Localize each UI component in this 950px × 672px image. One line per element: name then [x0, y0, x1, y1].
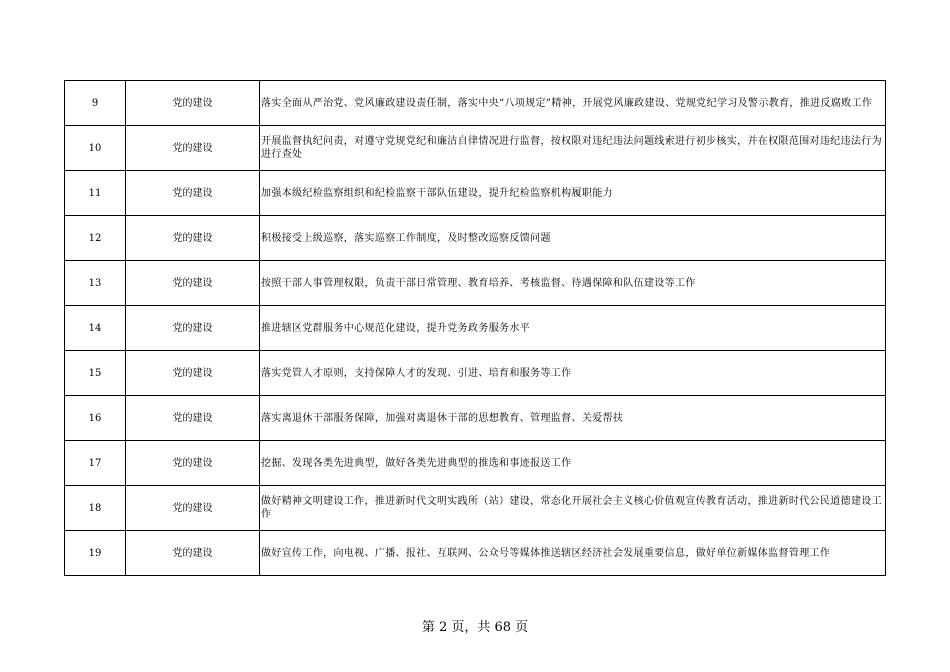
row-number: 17 — [65, 441, 126, 486]
row-category: 党的建设 — [126, 216, 260, 261]
row-category: 党的建设 — [126, 441, 260, 486]
duty-list-table — [64, 80, 886, 576]
row-task: 做好精神文明建设工作，推进新时代文明实践所（站）建设，常态化开展社会主义核心价值观宣传教育活动，推进新时代公民道德建设工作 — [260, 486, 886, 531]
row-number: 19 — [65, 531, 126, 576]
row-category: 党的建设 — [126, 171, 260, 216]
row-category: 党的建设 — [126, 486, 260, 531]
row-task: 挖掘、发现各类先进典型，做好各类先进典型的推选和事迹报送工作 — [260, 441, 886, 486]
table-row — [65, 261, 886, 306]
row-number: 9 — [65, 81, 126, 126]
table-row — [65, 441, 886, 486]
row-task: 加强本级纪检监察组织和纪检监察干部队伍建设，提升纪检监察机构履职能力 — [260, 171, 886, 216]
row-task: 开展监督执纪问责，对遵守党规党纪和廉洁自律情况进行监督，按权限对违纪违法问题线索进行初步核实，并在权限范围对违纪违法行为进行查处 — [260, 126, 886, 171]
row-number: 12 — [65, 216, 126, 261]
page-number-footer: 第 2 页，共 68 页 — [421, 620, 529, 635]
row-number: 10 — [65, 126, 126, 171]
table-row — [65, 81, 886, 126]
row-number: 16 — [65, 396, 126, 441]
row-task: 按照干部人事管理权限，负责干部日常管理、教育培养、考核监督、待遇保障和队伍建设等工作 — [260, 261, 886, 306]
table-row — [65, 486, 886, 531]
row-task: 做好宣传工作，向电视、广播、报社、互联网、公众号等媒体推送辖区经济社会发展重要信息，做好单位新媒体监督管理工作 — [260, 531, 886, 576]
row-task: 积极接受上级巡察，落实巡察工作制度，及时整改巡察反馈问题 — [260, 216, 886, 261]
row-category: 党的建设 — [126, 126, 260, 171]
row-task: 落实全面从严治党、党风廉政建设责任制，落实中央“八项规定”精神，开展党风廉政建设、党规党纪学习及警示教育，推进反腐败工作 — [260, 81, 886, 126]
row-number: 11 — [65, 171, 126, 216]
row-task: 落实离退休干部服务保障，加强对离退休干部的思想教育、管理监督、关爱帮扶 — [260, 396, 886, 441]
table-row — [65, 531, 886, 576]
row-category: 党的建设 — [126, 396, 260, 441]
table-row — [65, 171, 886, 216]
table-row — [65, 396, 886, 441]
row-number: 15 — [65, 351, 126, 396]
row-task: 落实党管人才原则，支持保障人才的发现、引进、培育和服务等工作 — [260, 351, 886, 396]
row-task: 推进辖区党群服务中心规范化建设，提升党务政务服务水平 — [260, 306, 886, 351]
table-row — [65, 216, 886, 261]
row-number: 14 — [65, 306, 126, 351]
row-number: 13 — [65, 261, 126, 306]
table-row — [65, 306, 886, 351]
row-category: 党的建设 — [126, 531, 260, 576]
row-number: 18 — [65, 486, 126, 531]
table-row — [65, 351, 886, 396]
row-category: 党的建设 — [126, 81, 260, 126]
row-category: 党的建设 — [126, 261, 260, 306]
table-row — [65, 126, 886, 171]
row-category: 党的建设 — [126, 306, 260, 351]
row-category: 党的建设 — [126, 351, 260, 396]
